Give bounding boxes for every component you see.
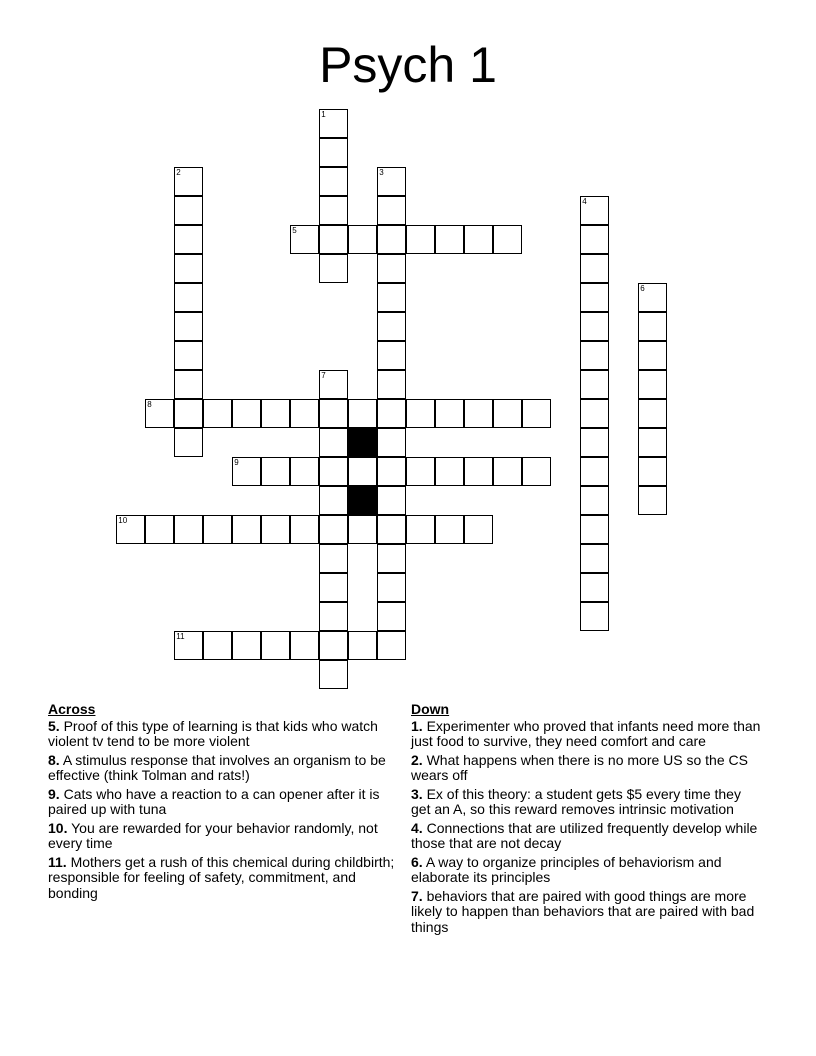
grid-cell[interactable]: [290, 631, 319, 660]
grid-cell[interactable]: [348, 457, 377, 486]
grid-cell[interactable]: [377, 602, 406, 631]
crossword-grid: [117, 110, 717, 710]
across-clue-10: [48, 821, 398, 852]
clue-number-label: 3: [379, 168, 384, 178]
grid-cell[interactable]: [174, 283, 203, 312]
down-clue-4: [411, 821, 761, 852]
grid-cell[interactable]: [580, 515, 609, 544]
grid-cell[interactable]: [203, 515, 232, 544]
grid-cell[interactable]: [493, 457, 522, 486]
grid-cell[interactable]: [377, 631, 406, 660]
grid-cell[interactable]: [638, 486, 667, 515]
grid-cell[interactable]: [406, 225, 435, 254]
black-cell: [348, 486, 377, 515]
clue-text: Proof of this type of learning is that kids who watch violent tv tend to be more violent: [48, 717, 378, 749]
grid-cell[interactable]: [638, 283, 667, 312]
grid-cell[interactable]: [290, 399, 319, 428]
grid-cell[interactable]: [319, 370, 348, 399]
grid-cell[interactable]: [174, 631, 203, 660]
clue-text: Experimenter who proved that infants need more than just food to survive, they need comfort and care: [411, 717, 761, 749]
grid-cell[interactable]: [261, 457, 290, 486]
grid-cell[interactable]: [638, 370, 667, 399]
grid-cell[interactable]: [580, 457, 609, 486]
grid-cell[interactable]: [377, 196, 406, 225]
clue-number: 2.: [411, 751, 423, 768]
grid-cell[interactable]: [319, 486, 348, 515]
clue-number-label: 6: [640, 284, 645, 294]
grid-cell[interactable]: [377, 428, 406, 457]
grid-cell[interactable]: [319, 457, 348, 486]
grid-cell[interactable]: [319, 428, 348, 457]
grid-cell[interactable]: [174, 341, 203, 370]
clue-number: 8.: [48, 751, 60, 768]
grid-cell[interactable]: [406, 515, 435, 544]
clue-number-label: 1: [321, 110, 326, 120]
grid-cell[interactable]: [435, 399, 464, 428]
grid-cell[interactable]: [377, 167, 406, 196]
grid-cell[interactable]: [377, 457, 406, 486]
down-clue-6: [411, 855, 761, 886]
across-heading: Across: [48, 701, 96, 717]
grid-cell[interactable]: [580, 544, 609, 573]
grid-cell[interactable]: [464, 515, 493, 544]
grid-cell[interactable]: [319, 254, 348, 283]
grid-cell[interactable]: [174, 254, 203, 283]
grid-cell[interactable]: [261, 631, 290, 660]
clue-text: Mothers get a rush of this chemical during childbirth; responsible for feeling of safety, commitment, and bonding: [48, 853, 395, 901]
across-clue-11: [48, 855, 398, 902]
grid-cell[interactable]: [261, 399, 290, 428]
down-clue-2: [411, 753, 761, 784]
grid-cell[interactable]: [174, 312, 203, 341]
grid-cell[interactable]: [580, 573, 609, 602]
clue-number: 4.: [411, 819, 423, 836]
grid-cell[interactable]: [406, 399, 435, 428]
grid-cell[interactable]: [580, 254, 609, 283]
grid-cell[interactable]: [319, 602, 348, 631]
clue-text: You are rewarded for your behavior randomly, not every time: [48, 819, 378, 851]
grid-cell[interactable]: [232, 515, 261, 544]
across-clues: [48, 702, 398, 904]
grid-cell[interactable]: [638, 341, 667, 370]
across-clue-8: [48, 753, 398, 784]
grid-cell[interactable]: [290, 515, 319, 544]
grid-cell[interactable]: [377, 254, 406, 283]
grid-cell[interactable]: [348, 399, 377, 428]
clue-number-label: 10: [118, 516, 128, 526]
grid-cell[interactable]: [638, 312, 667, 341]
clue-number: 11.: [48, 853, 67, 870]
grid-cell[interactable]: [580, 370, 609, 399]
clue-number: 5.: [48, 717, 60, 734]
grid-cell[interactable]: [377, 486, 406, 515]
grid-cell[interactable]: [319, 660, 348, 689]
puzzle-title: Psych 1: [319, 37, 497, 93]
grid-cell[interactable]: [232, 457, 261, 486]
grid-cell[interactable]: [377, 370, 406, 399]
across-clue-9: [48, 787, 398, 818]
grid-cell[interactable]: [319, 515, 348, 544]
grid-cell[interactable]: [261, 515, 290, 544]
clue-number: 3.: [411, 785, 423, 802]
grid-cell[interactable]: [174, 399, 203, 428]
grid-cell[interactable]: [174, 428, 203, 457]
down-clue-3: [411, 787, 761, 818]
grid-cell[interactable]: [174, 370, 203, 399]
grid-cell[interactable]: [232, 631, 261, 660]
clue-text: A way to organize principles of behaviorism and elaborate its principles: [411, 853, 722, 885]
clue-number: 9.: [48, 785, 60, 802]
grid-cell[interactable]: [145, 399, 174, 428]
grid-cell[interactable]: [203, 399, 232, 428]
grid-cell[interactable]: [522, 457, 551, 486]
grid-cell[interactable]: [580, 341, 609, 370]
down-clue-1: [411, 719, 761, 750]
grid-cell[interactable]: [580, 399, 609, 428]
clue-number-label: 9: [234, 458, 239, 468]
clue-text: behaviors that are paired with good things are more likely to happen than behaviors that are paired with bad things: [411, 887, 755, 935]
down-clues: [411, 702, 761, 938]
clue-number-label: 7: [321, 371, 326, 381]
grid-cell[interactable]: [319, 225, 348, 254]
grid-cell[interactable]: [348, 515, 377, 544]
grid-cell[interactable]: [319, 109, 348, 138]
grid-cell[interactable]: [377, 399, 406, 428]
grid-cell[interactable]: [580, 312, 609, 341]
grid-cell[interactable]: [580, 196, 609, 225]
clue-number-label: 2: [176, 168, 181, 178]
clue-number: 1.: [411, 717, 423, 734]
grid-cell[interactable]: [174, 167, 203, 196]
clue-text: Cats who have a reaction to a can opener after it is paired up with tuna: [48, 785, 380, 817]
grid-cell[interactable]: [464, 399, 493, 428]
grid-cell[interactable]: [580, 225, 609, 254]
clue-number: 7.: [411, 887, 423, 904]
grid-cell[interactable]: [406, 457, 435, 486]
grid-cell[interactable]: [319, 196, 348, 225]
down-clue-7: [411, 889, 761, 936]
clue-text: Ex of this theory: a student gets $5 every time they get an A, so this reward removes intrinsic motivation: [411, 785, 741, 817]
grid-cell[interactable]: [464, 457, 493, 486]
grid-cell[interactable]: [319, 631, 348, 660]
grid-cell[interactable]: [580, 602, 609, 631]
grid-cell[interactable]: [638, 399, 667, 428]
grid-cell[interactable]: [319, 167, 348, 196]
clue-number-label: 8: [147, 400, 152, 410]
grid-cell[interactable]: [580, 428, 609, 457]
black-cell: [348, 428, 377, 457]
across-clue-5: [48, 719, 398, 750]
grid-cell[interactable]: [580, 486, 609, 515]
grid-cell[interactable]: [638, 428, 667, 457]
clue-number-label: 4: [582, 197, 587, 207]
grid-cell[interactable]: [464, 225, 493, 254]
grid-cell[interactable]: [174, 225, 203, 254]
clue-text: A stimulus response that involves an organism to be effective (think Tolman and rats!): [48, 751, 386, 783]
grid-cell[interactable]: [319, 573, 348, 602]
grid-cell[interactable]: [377, 573, 406, 602]
clue-number-label: 11: [176, 632, 185, 642]
grid-cell[interactable]: [377, 312, 406, 341]
grid-cell[interactable]: [319, 399, 348, 428]
grid-cell[interactable]: [203, 631, 232, 660]
grid-cell[interactable]: [435, 515, 464, 544]
grid-cell[interactable]: [174, 515, 203, 544]
grid-cell[interactable]: [377, 515, 406, 544]
grid-cell[interactable]: [493, 225, 522, 254]
grid-cell[interactable]: [290, 457, 319, 486]
clue-number: 10.: [48, 819, 68, 836]
grid-cell[interactable]: [232, 399, 261, 428]
grid-cell[interactable]: [319, 138, 348, 167]
grid-cell[interactable]: [377, 341, 406, 370]
grid-cell[interactable]: [145, 515, 174, 544]
grid-cell[interactable]: [377, 225, 406, 254]
down-heading: Down: [411, 701, 450, 717]
grid-cell[interactable]: [435, 457, 464, 486]
clue-text: Connections that are utilized frequently develop while those that are not decay: [411, 819, 758, 851]
grid-cell[interactable]: [174, 196, 203, 225]
grid-cell[interactable]: [348, 225, 377, 254]
clue-text: What happens when there is no more US so the CS wears off: [411, 751, 748, 783]
clue-number-label: 5: [292, 226, 297, 236]
clue-number: 6.: [411, 853, 423, 870]
grid-cell[interactable]: [290, 225, 319, 254]
grid-cell[interactable]: [377, 283, 406, 312]
grid-cell[interactable]: [377, 544, 406, 573]
grid-cell[interactable]: [638, 457, 667, 486]
grid-cell[interactable]: [348, 631, 377, 660]
grid-cell[interactable]: [116, 515, 145, 544]
grid-cell[interactable]: [522, 399, 551, 428]
grid-cell[interactable]: [435, 225, 464, 254]
grid-cell[interactable]: [319, 544, 348, 573]
grid-cell[interactable]: [580, 283, 609, 312]
grid-cell[interactable]: [493, 399, 522, 428]
